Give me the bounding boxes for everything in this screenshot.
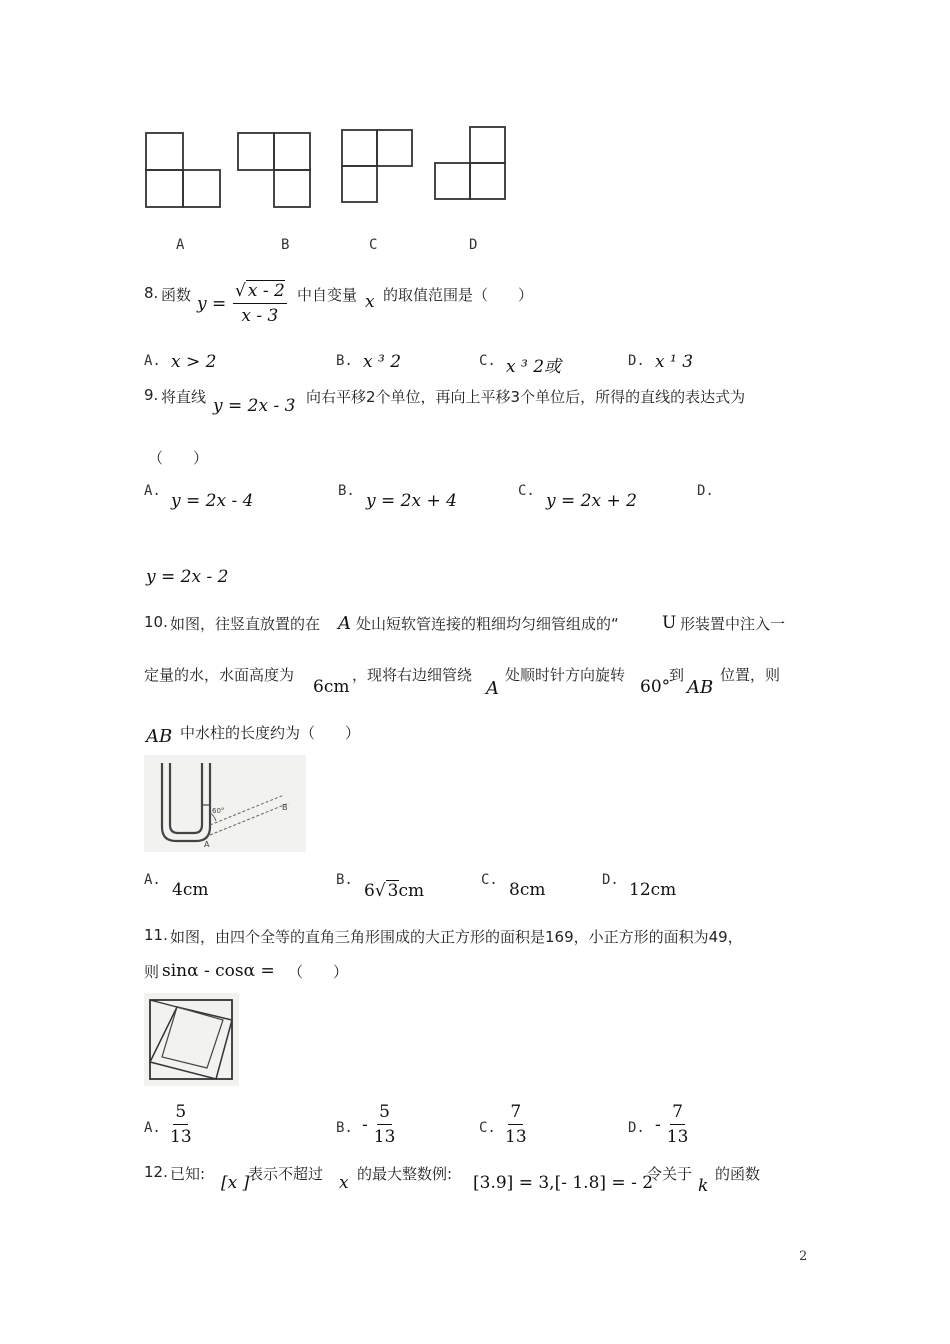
q11-option-d-label: D. xyxy=(628,1120,645,1136)
q11-option-a xyxy=(170,1102,192,1147)
q10-option-d-label: D. xyxy=(602,872,619,888)
q8-denominator: x - 3 xyxy=(241,306,279,326)
q7-label-c: C xyxy=(369,237,378,253)
q12-text-e: 的函数 xyxy=(715,1165,761,1183)
q10-option-b-coef: 6 xyxy=(364,881,375,901)
q10-ab: AB xyxy=(687,677,714,698)
q7-label-a: A xyxy=(176,237,185,253)
q11-line2-a: 则 xyxy=(144,963,160,981)
q9-text-before: 将直线 xyxy=(161,388,207,406)
q11-option-c xyxy=(505,1102,527,1147)
q10-u: U xyxy=(662,613,677,633)
q11-option-d-num: 7 xyxy=(670,1102,685,1125)
q10-option-a: 4cm xyxy=(172,880,209,900)
q10-line2-e: 位置，则 xyxy=(720,666,781,684)
q11-option-c-num: 7 xyxy=(508,1102,523,1125)
q9-option-d: y = 2x - 2 xyxy=(146,567,229,587)
q10-angle: 60° xyxy=(640,677,671,697)
q11-option-a-num: 5 xyxy=(173,1102,188,1125)
q9-formula: y = 2x - 3 xyxy=(213,396,296,416)
q9-option-a: y = 2x - 4 xyxy=(171,491,254,511)
q11-option-d-den: 13 xyxy=(666,1127,689,1147)
q10-line1-c: 形装置中注入一 xyxy=(680,615,786,633)
q11-formula: sinα - cosα = xyxy=(162,961,275,981)
q11-option-b-sign: - xyxy=(362,1114,368,1135)
q8-option-a: x > 2 xyxy=(171,352,217,372)
q11-option-d xyxy=(655,1102,688,1147)
q12-text-b: 表示不超过 xyxy=(248,1165,324,1183)
q10-figure xyxy=(144,755,306,852)
q7-label-b: B xyxy=(281,237,290,253)
q7-figure-c xyxy=(342,130,412,202)
q11-option-c-den: 13 xyxy=(505,1127,527,1147)
q7-figure-a xyxy=(146,133,220,207)
q12-var: x xyxy=(339,1173,349,1193)
q10-height: 6cm xyxy=(313,677,350,697)
q8-option-b: x ³ 2 xyxy=(363,352,402,372)
q7-figure-d xyxy=(435,127,505,199)
q11-option-b-label: B. xyxy=(336,1120,353,1136)
q8-option-d: x ¹ 3 xyxy=(655,352,694,372)
q8-text-after-1: 中自变量 xyxy=(297,286,358,304)
q11-option-a-label: A. xyxy=(144,1120,161,1136)
q8-option-a-label: A. xyxy=(144,353,161,369)
q10-var-a: A xyxy=(338,613,351,634)
q11-paren: （ ） xyxy=(288,963,349,981)
q11-figure xyxy=(144,993,239,1086)
q10-line2-a: 定量的水，水面高度为 xyxy=(144,666,295,684)
q12-var-k: k xyxy=(698,1176,709,1196)
q10-line2-c: 处顺时针方向旋转 xyxy=(505,666,626,684)
q10-ab2: AB xyxy=(146,726,173,747)
q10-line1-a: 如图，往竖直放置的在 xyxy=(170,615,321,633)
q10-figure-label-b: B xyxy=(282,803,288,812)
q12-text-a: 已知: xyxy=(170,1165,206,1183)
q10-number: 10. xyxy=(144,613,168,631)
q9-number: 9. xyxy=(144,386,159,404)
q12-number: 12. xyxy=(144,1163,168,1181)
q10-line2-b: ，现将右边细管绕 xyxy=(352,666,473,684)
q8-option-d-label: D. xyxy=(628,353,645,369)
q10-option-b-unit: cm xyxy=(398,881,425,901)
q12-text-d: 令关于 xyxy=(647,1165,693,1183)
q7-figure-b xyxy=(238,133,310,207)
q11-line1: 如图，由四个全等的直角三角形围成的大正方形的面积是169，小正方形的面积为49， xyxy=(170,928,743,946)
q9-option-b: y = 2x + 4 xyxy=(366,491,457,511)
q10-option-b: 6√ 3cm xyxy=(364,881,425,901)
q8-formula-lhs: y = xyxy=(197,294,227,314)
q9-paren: （ ） xyxy=(148,449,209,467)
q11-option-c-label: C. xyxy=(479,1120,496,1136)
q8-numerator: x - 2 xyxy=(247,281,285,301)
q10-line1-b: 处山短软管连接的粗细均匀细管组成的“ xyxy=(356,615,619,633)
q9-text-after: 向右平移2个单位，再向上平移3个单位后，所得的直线的表达式为 xyxy=(306,388,746,406)
q11-option-b xyxy=(362,1102,395,1147)
q8-number: 8. xyxy=(144,284,159,302)
q12-text-c: 的最大整数例: xyxy=(357,1165,453,1183)
q8-option-c: x ³ 2或 xyxy=(506,357,562,377)
q8-text-after-2: 的取值范围是（ ） xyxy=(383,286,534,304)
q10-figure-label-a: A xyxy=(204,840,210,849)
q8-fraction: $\frac{√ x - 2}{x - 3}$ xyxy=(235,281,285,326)
q9-option-b-label: B. xyxy=(338,483,355,499)
q10-option-b-label: B. xyxy=(336,872,353,888)
q8-option-b-label: B. xyxy=(336,353,353,369)
q12-bracket-x: [x ] xyxy=(221,1173,250,1193)
q11-option-d-sign: - xyxy=(655,1114,661,1135)
q11-option-b-num: 5 xyxy=(377,1102,392,1125)
q10-option-c-label: C. xyxy=(481,872,498,888)
q10-option-d: 12cm xyxy=(629,880,677,900)
q10-line3: 中水柱的长度约为（ ） xyxy=(180,724,361,742)
q9-option-a-label: A. xyxy=(144,483,161,499)
q10-var-a2: A xyxy=(486,678,499,699)
q10-option-b-radicand: 3 xyxy=(387,881,399,901)
q12-example: [3.9] = 3,[- 1.8] = - 2 xyxy=(473,1173,654,1193)
q9-option-c-label: C. xyxy=(518,483,535,499)
q11-number: 11. xyxy=(144,926,168,944)
q10-figure-angle-label: 60° xyxy=(212,807,225,815)
q9-option-d-label: D. xyxy=(697,483,714,499)
q7-figures xyxy=(140,120,520,220)
q9-option-c: y = 2x + 2 xyxy=(546,491,637,511)
q10-option-c: 8cm xyxy=(509,880,546,900)
q11-option-b-den: 13 xyxy=(373,1127,396,1147)
q8-var: x xyxy=(365,292,375,312)
q8-option-c-label: C. xyxy=(479,353,496,369)
q7-label-d: D xyxy=(469,237,478,253)
page-number: 2 xyxy=(799,1249,808,1264)
q10-option-a-label: A. xyxy=(144,872,161,888)
q10-line2-d: 到 xyxy=(669,666,685,684)
q11-option-a-den: 13 xyxy=(170,1127,192,1147)
q8-text-before: 函数 xyxy=(161,286,192,304)
